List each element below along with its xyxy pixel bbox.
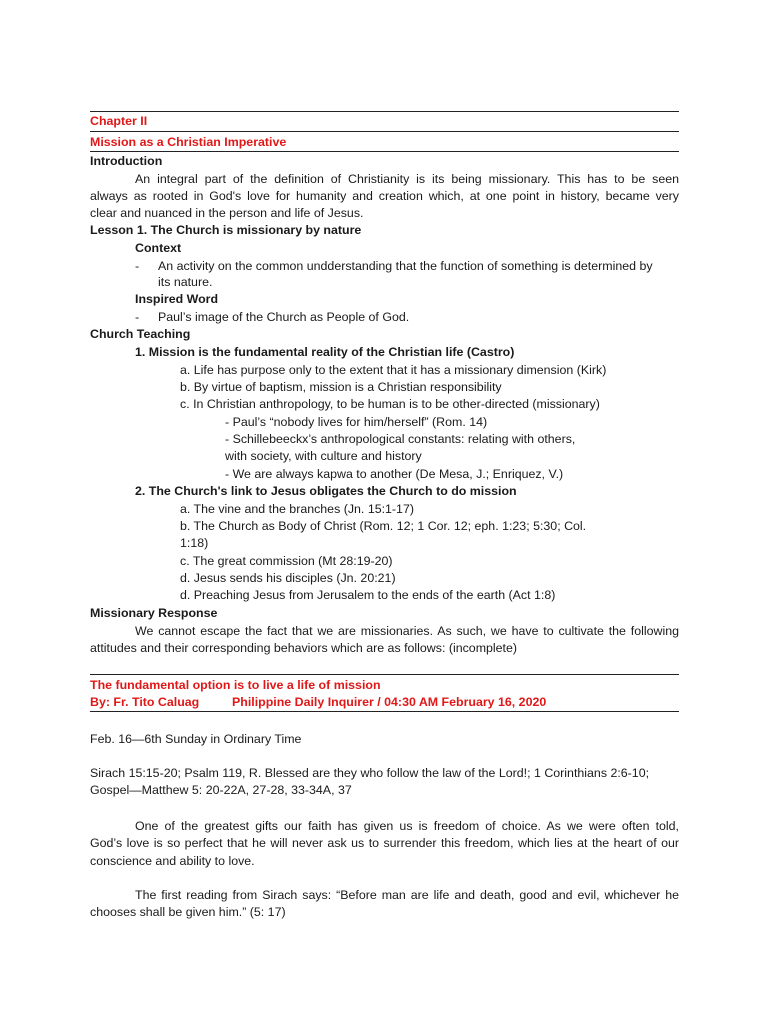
- introduction-line: clear and nuanced in the person and life of Jesus.: [90, 206, 364, 220]
- point1-item: b. By virtue of baptism, mission is a Christian responsibility: [180, 380, 502, 394]
- point1-heading: 1. Mission is the fundamental reality of the Christian life (Castro): [135, 345, 515, 359]
- paragraph-line: One of the greatest gifts our faith has given us is freedom of choice. As we were often told,: [135, 819, 679, 833]
- missionary-response-line: We cannot escape the fact that we are missionaries. As such, we have to cultivate the following: [135, 624, 679, 638]
- bullet-dash: -: [135, 310, 140, 324]
- point2-item: b. The Church as Body of Christ (Rom. 12; 1 Cor. 12; eph. 1:23; 5:30; Col.: [180, 519, 587, 533]
- readings-line: Sirach 15:15-20; Psalm 119, R. Blessed are they who follow the law of the Lord!; 1 Corinthians 2:6-10;: [90, 766, 650, 780]
- point1-item: c. In Christian anthropology, to be human is to be other-directed (missionary): [180, 397, 600, 411]
- missionary-response-heading: Missionary Response: [90, 606, 218, 620]
- context-bullet-line: its nature.: [158, 275, 213, 289]
- article-title: The fundamental option is to live a life of mission: [90, 678, 381, 692]
- article-byline-source: Philippine Daily Inquirer / 04:30 AM February 16, 2020: [232, 695, 547, 709]
- point1-subitem: - We are always kapwa to another (De Mesa, J.; Enriquez, V.): [225, 467, 564, 481]
- point2-item: 1:18): [180, 536, 209, 550]
- introduction-heading: Introduction: [90, 154, 163, 168]
- article-top-rule: [90, 674, 679, 675]
- context-label: Context: [135, 241, 182, 255]
- chapter-number: Chapter II: [90, 114, 148, 128]
- chapter-rule: [90, 131, 679, 132]
- point1-item: a. Life has purpose only to the extent that it has a missionary dimension (Kirk): [180, 363, 607, 377]
- context-bullet-line: An activity on the common undderstanding that the function of something is determined by: [158, 259, 653, 273]
- point2-item: a. The vine and the branches (Jn. 15:1-17): [180, 502, 414, 516]
- point2-item: d. Preaching Jesus from Jerusalem to the ends of the earth (Act 1:8): [180, 588, 556, 602]
- paragraph-line: God’s love is so perfect that he will never ask us to surrender this freedom, which lies at the heart of our: [90, 836, 679, 850]
- introduction-line: always as rooted in God's love for humanity and creation which, at one point in history, became very: [90, 189, 679, 203]
- missionary-response-line: attitudes and their corresponding behaviors which are as follows: (incomplete): [90, 641, 518, 655]
- article-bottom-rule: [90, 711, 679, 712]
- top-rule: [90, 111, 679, 112]
- church-teaching-heading: Church Teaching: [90, 327, 191, 341]
- bullet-dash: -: [135, 259, 140, 273]
- chapter-title-rule: [90, 151, 679, 152]
- point1-subitem: with society, with culture and history: [225, 449, 422, 463]
- article-date-line: Feb. 16—6th Sunday in Ordinary Time: [90, 732, 302, 746]
- point2-heading: 2. The Church's link to Jesus obligates the Church to do mission: [135, 484, 517, 498]
- inspired-word-label: Inspired Word: [135, 292, 219, 306]
- point1-subitem: - Schillebeeckx’s anthropological constants: relating with others,: [225, 432, 576, 446]
- introduction-line: An integral part of the definition of Christianity is its being missionary. This has to be seen: [135, 172, 679, 186]
- paragraph-line: conscience and ability to love.: [90, 854, 255, 868]
- point2-item: d. Jesus sends his disciples (Jn. 20:21): [180, 571, 396, 585]
- readings-line: Gospel—Matthew 5: 20-22A, 27-28, 33-34A, 37: [90, 783, 352, 797]
- paragraph-line: The first reading from Sirach says: “Before man are life and death, good and evil, whichever he: [135, 888, 679, 902]
- point1-subitem: - Paul’s “nobody lives for him/herself” (Rom. 14): [225, 415, 488, 429]
- paragraph-line: chooses shall be given him.” (5: 17): [90, 905, 286, 919]
- inspired-bullet: Paul’s image of the Church as People of God.: [158, 310, 410, 324]
- article-byline-author: By: Fr. Tito Caluag: [90, 695, 200, 709]
- point2-item: c. The great commission (Mt 28:19-20): [180, 554, 393, 568]
- lesson1-heading: Lesson 1. The Church is missionary by nature: [90, 223, 362, 237]
- chapter-title: Mission as a Christian Imperative: [90, 135, 287, 149]
